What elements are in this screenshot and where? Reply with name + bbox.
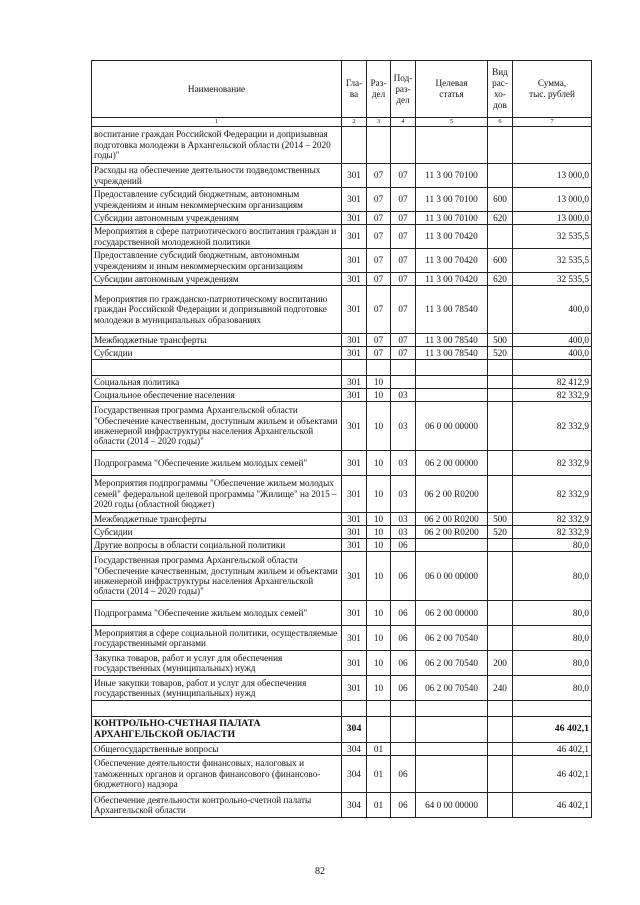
row-summa	[513, 701, 592, 717]
row-vid-raskhodov	[488, 127, 513, 164]
row-razdel	[367, 127, 391, 164]
table-row	[92, 626, 592, 651]
row-tselevaya-statya: 06 2 00 R0200	[416, 513, 488, 526]
row-podrazdel: 03	[391, 402, 416, 451]
row-tselevaya-statya: 06 2 00 70540	[416, 626, 488, 651]
row-vid-raskhodov	[488, 701, 513, 717]
table-row	[92, 526, 592, 539]
row-name: Общегосударственные вопросы	[92, 743, 342, 756]
row-podrazdel: 06	[391, 756, 416, 793]
table-row	[92, 334, 592, 347]
row-name: Мероприятия по гражданско-патриотическому воспитанию граждан Российской Федерации и допризывной подготовке молодежи в муниципальных образованиях	[92, 286, 342, 334]
row-glava: 304	[342, 756, 367, 793]
row-glava: 304	[342, 717, 367, 743]
row-glava: 301	[342, 676, 367, 701]
row-vid-raskhodov: 240	[488, 676, 513, 701]
table-row	[92, 601, 592, 626]
row-name	[92, 701, 342, 717]
row-razdel: 10	[367, 651, 391, 676]
budget-table	[91, 60, 592, 818]
row-podrazdel: 03	[391, 451, 416, 476]
table-row	[92, 552, 592, 601]
row-razdel	[367, 701, 391, 717]
row-glava: 301	[342, 225, 367, 249]
header-razdel: Раз- дел	[367, 61, 391, 118]
row-summa: 13 000,0	[513, 212, 592, 225]
row-vid-raskhodov: 600	[488, 249, 513, 273]
row-podrazdel: 07	[391, 164, 416, 188]
row-name: Межбюджетные трансферты	[92, 513, 342, 526]
row-vid-raskhodov: 520	[488, 347, 513, 360]
row-razdel: 07	[367, 188, 391, 212]
row-summa: 400,0	[513, 347, 592, 360]
row-vid-raskhodov: 500	[488, 513, 513, 526]
header-glava: Гла- ва	[342, 61, 367, 118]
row-summa: 400,0	[513, 286, 592, 334]
row-glava	[342, 360, 367, 376]
row-name	[92, 360, 342, 376]
row-vid-raskhodov	[488, 552, 513, 601]
row-razdel: 07	[367, 249, 391, 273]
row-podrazdel: 03	[391, 526, 416, 539]
row-podrazdel: 06	[391, 552, 416, 601]
table-row	[92, 286, 592, 334]
row-glava: 301	[342, 552, 367, 601]
row-glava: 301	[342, 526, 367, 539]
row-podrazdel: 03	[391, 513, 416, 526]
row-razdel: 07	[367, 334, 391, 347]
row-vid-raskhodov	[488, 539, 513, 552]
row-razdel: 10	[367, 389, 391, 402]
row-name: Предоставление субсидий бюджетным, автономным учреждениям и иным некоммерческим организациям	[92, 188, 342, 212]
header-summa: Сумма, тыс. рублей	[513, 61, 592, 118]
row-summa: 82 332,9	[513, 451, 592, 476]
row-razdel: 10	[367, 552, 391, 601]
row-glava: 304	[342, 743, 367, 756]
row-name: Социальное обеспечение населения	[92, 389, 342, 402]
row-vid-raskhodov	[488, 164, 513, 188]
row-vid-raskhodov: 500	[488, 334, 513, 347]
row-tselevaya-statya: 06 2 00 R0200	[416, 476, 488, 513]
row-name: Социальная политика	[92, 376, 342, 389]
row-name: Обеспечение деятельности финансовых, налоговых и таможенных органов и органов финансового (финансово-бюджетного) надзора	[92, 756, 342, 793]
row-summa	[513, 360, 592, 376]
row-vid-raskhodov	[488, 717, 513, 743]
row-razdel: 07	[367, 347, 391, 360]
table-row	[92, 743, 592, 756]
row-razdel: 01	[367, 793, 391, 818]
row-razdel: 01	[367, 756, 391, 793]
table-body	[92, 127, 592, 818]
row-summa: 46 402,1	[513, 793, 592, 818]
budget-document	[91, 60, 591, 818]
row-podrazdel: 06	[391, 676, 416, 701]
row-glava	[342, 127, 367, 164]
row-podrazdel: 06	[391, 601, 416, 626]
row-vid-raskhodov	[488, 476, 513, 513]
column-number: 2	[342, 118, 367, 127]
row-vid-raskhodov: 600	[488, 188, 513, 212]
table-row	[92, 389, 592, 402]
row-summa: 80,0	[513, 676, 592, 701]
column-number: 4	[391, 118, 416, 127]
row-summa: 82 332,9	[513, 513, 592, 526]
row-razdel: 10	[367, 451, 391, 476]
table-row	[92, 249, 592, 273]
row-glava: 301	[342, 273, 367, 286]
header-tselevaya-statya: Целевая статья	[416, 61, 488, 118]
table-row	[92, 127, 592, 164]
page-number: 82	[315, 866, 325, 877]
row-vid-raskhodov	[488, 743, 513, 756]
row-razdel: 10	[367, 539, 391, 552]
row-summa: 82 332,9	[513, 476, 592, 513]
table-row	[92, 651, 592, 676]
row-tselevaya-statya: 11 3 00 78540	[416, 347, 488, 360]
row-glava: 301	[342, 188, 367, 212]
row-podrazdel: 06	[391, 651, 416, 676]
header-vid-raskhodov: Вид рас- хо- дов	[488, 61, 513, 118]
row-tselevaya-statya: 11 3 00 70100	[416, 164, 488, 188]
row-name: Иные закупки товаров, работ и услуг для обеспечения государственных (муниципальных) нужд	[92, 676, 342, 701]
row-tselevaya-statya: 11 3 00 70420	[416, 225, 488, 249]
row-vid-raskhodov	[488, 402, 513, 451]
row-summa	[513, 127, 592, 164]
row-name: Субсидии	[92, 347, 342, 360]
row-glava: 301	[342, 476, 367, 513]
row-tselevaya-statya	[416, 717, 488, 743]
row-tselevaya-statya: 11 3 00 70420	[416, 273, 488, 286]
row-tselevaya-statya	[416, 539, 488, 552]
row-razdel: 10	[367, 601, 391, 626]
table-row	[92, 273, 592, 286]
row-tselevaya-statya: 11 3 00 70100	[416, 188, 488, 212]
row-podrazdel: 06	[391, 793, 416, 818]
table-row	[92, 164, 592, 188]
table-row	[92, 717, 592, 743]
table-row	[92, 347, 592, 360]
table-row	[92, 451, 592, 476]
row-name: Другие вопросы в области социальной политики	[92, 539, 342, 552]
row-summa: 13 000,0	[513, 188, 592, 212]
row-glava: 301	[342, 347, 367, 360]
row-vid-raskhodov	[488, 601, 513, 626]
row-glava: 301	[342, 334, 367, 347]
row-razdel: 07	[367, 212, 391, 225]
row-podrazdel	[391, 701, 416, 717]
row-tselevaya-statya: 11 3 00 78540	[416, 286, 488, 334]
row-summa: 82 332,9	[513, 526, 592, 539]
row-name: Закупка товаров, работ и услуг для обеспечения государственных (муниципальных) нужд	[92, 651, 342, 676]
table-row	[92, 676, 592, 701]
row-summa: 32 535,5	[513, 273, 592, 286]
row-razdel: 10	[367, 626, 391, 651]
row-podrazdel: 07	[391, 188, 416, 212]
row-razdel	[367, 360, 391, 376]
row-tselevaya-statya	[416, 389, 488, 402]
row-glava: 301	[342, 402, 367, 451]
row-summa: 13 000,0	[513, 164, 592, 188]
row-summa: 80,0	[513, 601, 592, 626]
row-tselevaya-statya	[416, 360, 488, 376]
row-summa: 82 332,9	[513, 389, 592, 402]
row-podrazdel: 07	[391, 286, 416, 334]
row-summa: 82 332,9	[513, 402, 592, 451]
row-razdel: 10	[367, 476, 391, 513]
header-podrazdel: Под- раз- дел	[391, 61, 416, 118]
column-numbers-row	[92, 118, 592, 127]
row-glava: 301	[342, 651, 367, 676]
table-row	[92, 225, 592, 249]
row-razdel: 10	[367, 402, 391, 451]
row-tselevaya-statya: 11 3 00 70420	[416, 249, 488, 273]
row-tselevaya-statya: 06 2 00 70540	[416, 651, 488, 676]
row-vid-raskhodov	[488, 286, 513, 334]
row-summa: 46 402,1	[513, 756, 592, 793]
row-vid-raskhodov: 200	[488, 651, 513, 676]
row-glava: 304	[342, 793, 367, 818]
row-summa: 400,0	[513, 334, 592, 347]
row-vid-raskhodov	[488, 225, 513, 249]
row-razdel: 10	[367, 513, 391, 526]
column-number: 7	[513, 118, 592, 127]
row-razdel: 07	[367, 286, 391, 334]
row-name: Государственная программа Архангельской области "Обеспечение качественным, доступным жильем и объектами инженерной инфраструктуры населения Архангельской области (2014 – 2020 годы)"	[92, 552, 342, 601]
row-tselevaya-statya: 06 2 00 R0200	[416, 526, 488, 539]
row-glava: 301	[342, 212, 367, 225]
row-razdel: 10	[367, 676, 391, 701]
table-row	[92, 212, 592, 225]
table-row	[92, 793, 592, 818]
table-row	[92, 539, 592, 552]
row-vid-raskhodov	[488, 626, 513, 651]
row-podrazdel: 06	[391, 539, 416, 552]
table-row	[92, 376, 592, 389]
row-name: Субсидии автономным учреждениям	[92, 273, 342, 286]
row-glava	[342, 701, 367, 717]
row-glava: 301	[342, 601, 367, 626]
table-row	[92, 188, 592, 212]
row-name: Мероприятия в сфере социальной политики, осуществляемые государственными органами	[92, 626, 342, 651]
row-summa: 82 412,9	[513, 376, 592, 389]
row-glava: 301	[342, 376, 367, 389]
row-vid-raskhodov	[488, 451, 513, 476]
row-name: Межбюджетные трансферты	[92, 334, 342, 347]
row-glava: 301	[342, 164, 367, 188]
row-vid-raskhodov: 620	[488, 212, 513, 225]
row-podrazdel	[391, 127, 416, 164]
row-glava: 301	[342, 451, 367, 476]
table-row	[92, 402, 592, 451]
table-row	[92, 360, 592, 376]
row-podrazdel: 07	[391, 334, 416, 347]
row-tselevaya-statya: 06 2 00 00000	[416, 601, 488, 626]
row-summa: 46 402,1	[513, 717, 592, 743]
column-number: 3	[367, 118, 391, 127]
header-name: Наименование	[92, 61, 342, 118]
row-name: Мероприятия в сфере патриотического воспитания граждан и государственной молодежной политики	[92, 225, 342, 249]
row-summa: 80,0	[513, 539, 592, 552]
row-tselevaya-statya: 06 2 00 00000	[416, 451, 488, 476]
row-podrazdel: 07	[391, 225, 416, 249]
row-tselevaya-statya: 06 2 00 70540	[416, 676, 488, 701]
row-vid-raskhodov	[488, 756, 513, 793]
row-name: Субсидии автономным учреждениям	[92, 212, 342, 225]
row-razdel	[367, 717, 391, 743]
row-vid-raskhodov	[488, 389, 513, 402]
row-podrazdel: 03	[391, 389, 416, 402]
row-name: воспитание граждан Российской Федерации и допризывная подготовка молодежи в Архангельской области (2014 – 2020 годы)"	[92, 127, 342, 164]
row-podrazdel	[391, 743, 416, 756]
row-summa: 80,0	[513, 626, 592, 651]
row-tselevaya-statya	[416, 376, 488, 389]
row-glava: 301	[342, 626, 367, 651]
row-glava: 301	[342, 249, 367, 273]
row-tselevaya-statya: 11 3 00 70100	[416, 212, 488, 225]
row-tselevaya-statya: 64 0 00 00000	[416, 793, 488, 818]
table-row	[92, 476, 592, 513]
row-podrazdel	[391, 376, 416, 389]
row-razdel: 01	[367, 743, 391, 756]
row-tselevaya-statya: 06 0 00 00000	[416, 402, 488, 451]
row-summa: 32 535,5	[513, 225, 592, 249]
row-glava: 301	[342, 513, 367, 526]
row-podrazdel	[391, 360, 416, 376]
row-summa: 46 402,1	[513, 743, 592, 756]
row-name: Предоставление субсидий бюджетным, автономным учреждениям и иным некоммерческим организациям	[92, 249, 342, 273]
row-summa: 80,0	[513, 552, 592, 601]
row-razdel: 07	[367, 164, 391, 188]
row-tselevaya-statya	[416, 701, 488, 717]
row-razdel: 10	[367, 526, 391, 539]
row-summa: 80,0	[513, 651, 592, 676]
row-glava: 301	[342, 539, 367, 552]
row-name: Подпрограмма "Обеспечение жильем молодых семей"	[92, 601, 342, 626]
row-glava: 301	[342, 389, 367, 402]
row-glava: 301	[342, 286, 367, 334]
row-tselevaya-statya	[416, 756, 488, 793]
row-podrazdel: 07	[391, 212, 416, 225]
row-name: Мероприятия подпрограммы "Обеспечение жильем молодых семей" федеральной целевой программы "Жилище" на 2015 – 2020 годы (областной бюджет)	[92, 476, 342, 513]
row-podrazdel: 07	[391, 347, 416, 360]
row-name: Подпрограмма "Обеспечение жильем молодых семей"	[92, 451, 342, 476]
row-name: Расходы на обеспечение деятельности подведомственных учреждений	[92, 164, 342, 188]
row-summa: 32 535,5	[513, 249, 592, 273]
row-vid-raskhodov	[488, 360, 513, 376]
table-row	[92, 513, 592, 526]
row-name: Субсидии	[92, 526, 342, 539]
row-tselevaya-statya	[416, 743, 488, 756]
row-podrazdel: 07	[391, 273, 416, 286]
row-tselevaya-statya	[416, 127, 488, 164]
row-tselevaya-statya: 06 0 00 00000	[416, 552, 488, 601]
row-name: Обеспечение деятельности контрольно-счетной палаты Архангельской области	[92, 793, 342, 818]
table-row	[92, 701, 592, 717]
row-name: Государственная программа Архангельской области "Обеспечение качественным, доступным жильем и объектами инженерной инфраструктуры населения Архангельской области (2014 – 2020 годы)"	[92, 402, 342, 451]
row-tselevaya-statya: 11 3 00 78540	[416, 334, 488, 347]
row-razdel: 07	[367, 225, 391, 249]
row-vid-raskhodov: 620	[488, 273, 513, 286]
row-razdel: 07	[367, 273, 391, 286]
row-podrazdel: 06	[391, 626, 416, 651]
row-razdel: 10	[367, 376, 391, 389]
row-podrazdel: 03	[391, 476, 416, 513]
row-vid-raskhodov: 520	[488, 526, 513, 539]
row-podrazdel: 07	[391, 249, 416, 273]
row-vid-raskhodov	[488, 376, 513, 389]
column-number: 6	[488, 118, 513, 127]
table-row	[92, 756, 592, 793]
row-name: КОНТРОЛЬНО-СЧЕТНАЯ ПАЛАТА АРХАНГЕЛЬСКОЙ ОБЛАСТИ	[92, 717, 342, 743]
column-number: 1	[92, 118, 342, 127]
table-header-row	[92, 61, 592, 118]
row-vid-raskhodov	[488, 793, 513, 818]
column-number: 5	[416, 118, 488, 127]
row-podrazdel	[391, 717, 416, 743]
